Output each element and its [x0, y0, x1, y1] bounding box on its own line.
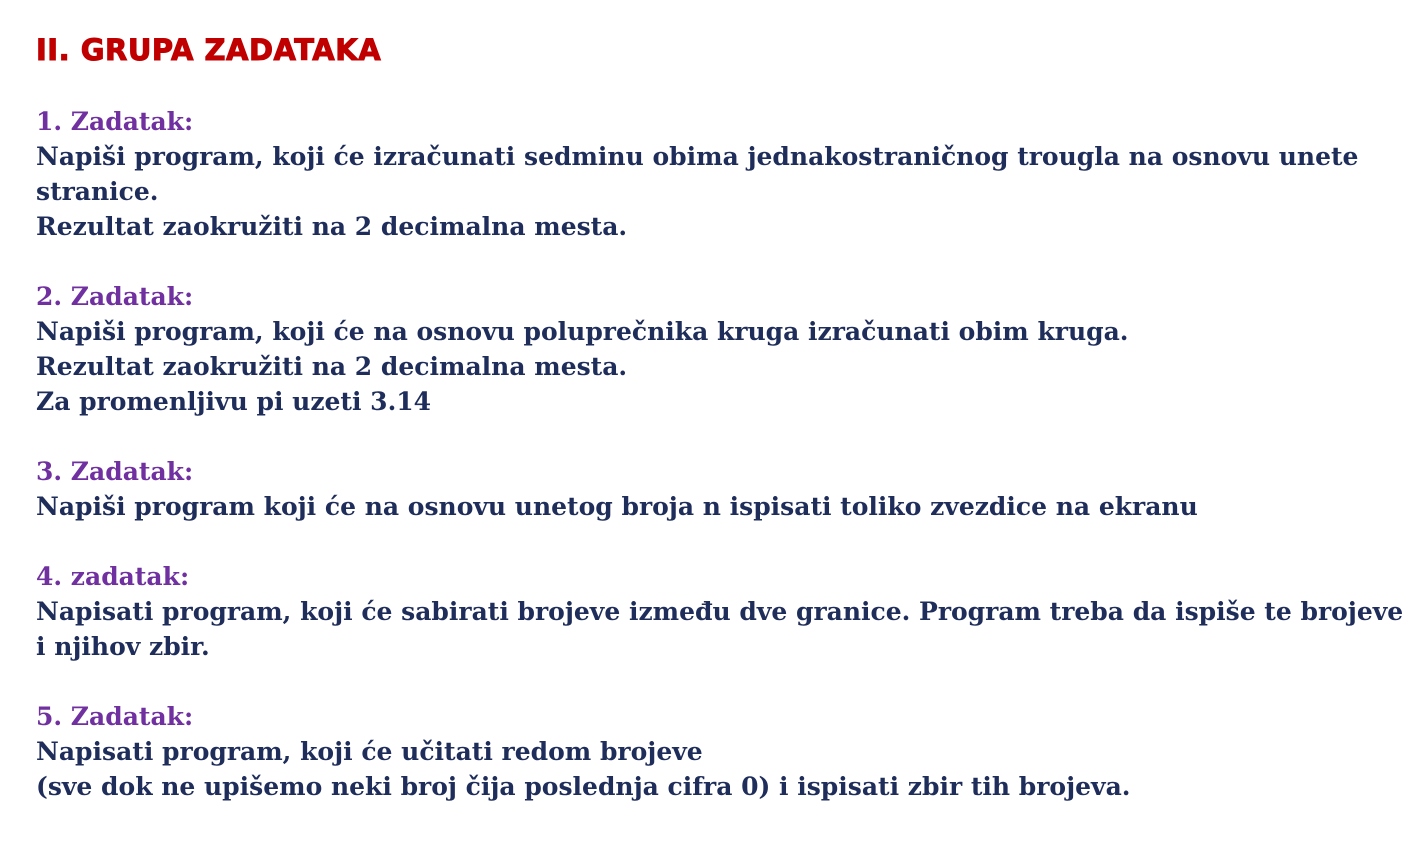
page-title: II. GRUPA ZADATAKA	[36, 33, 382, 67]
task-3	[36, 454, 1386, 524]
task-text-line: stranice.	[36, 177, 159, 206]
task-heading: 3. Zadatak:	[36, 457, 194, 486]
task-text-line: i njihov zbir.	[36, 632, 210, 661]
task-2	[36, 279, 1386, 419]
task-text-line: Rezultat zaokružiti na 2 decimalna mesta.	[36, 352, 628, 381]
task-heading: 1. Zadatak:	[36, 107, 194, 136]
task-text-line: (sve dok ne upišemo neki broj čija poslednja cifra 0) i ispisati zbir tih brojeva.	[36, 772, 1131, 801]
document-page	[36, 30, 1404, 839]
task-1	[36, 104, 1386, 244]
task-5	[36, 699, 1386, 804]
task-text-line: Rezultat zaokružiti na 2 decimalna mesta.	[36, 212, 628, 241]
task-heading: 5. Zadatak:	[36, 702, 194, 731]
task-text-line: Napisati program, koji će sabirati brojeve između dve granice. Program treba da ispiše te brojeve	[36, 597, 1404, 626]
task-text-line: Napisati program, koji će učitati redom brojeve	[36, 737, 703, 766]
task-text-line: Napiši program, koji će na osnovu poluprečnika kruga izračunati obim kruga.	[36, 317, 1129, 346]
task-text-line: Za promenljivu pi uzeti 3.14	[36, 387, 432, 416]
task-text-line: Napiši program koji će na osnovu unetog broja n ispisati toliko zvezdice na ekranu	[36, 492, 1198, 521]
task-heading: 4. zadatak:	[36, 562, 190, 591]
task-text-line: Napiši program, koji će izračunati sedminu obima jednakostraničnog trougla na osnovu unete	[36, 142, 1359, 171]
task-4	[36, 559, 1404, 664]
task-heading: 2. Zadatak:	[36, 282, 194, 311]
